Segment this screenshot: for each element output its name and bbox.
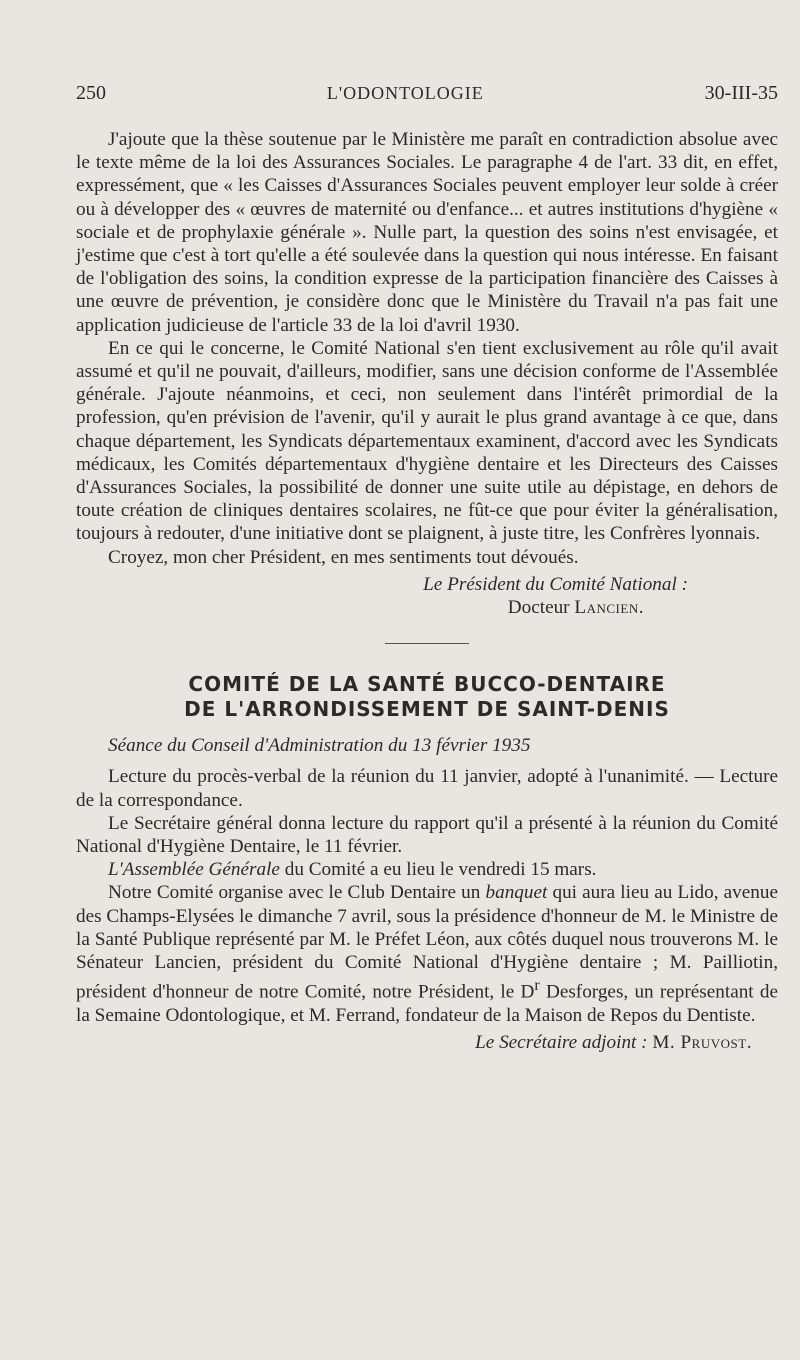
issue-date: 30-III-35 (704, 82, 778, 104)
letter-signature-role: Le Président du Comité National : (423, 573, 688, 595)
banquet-emphasis: banquet (485, 882, 548, 904)
section-heading-line-2: DE L'ARRONDISSEMENT DE SAINT-DENIS (184, 697, 670, 722)
section-paragraph-2: Le Secrétaire général donna lecture du rapport qu'il a présenté à la réunion du Comité National d'Hygiène Dentaire, le 11 février. (76, 812, 778, 858)
section-subheading: Séance du Conseil d'Administration du 13 février 1935 (108, 735, 531, 757)
section-paragraph-4-a: Notre Comité organise avec le Club Dentaire un (108, 882, 486, 904)
section-heading (76, 672, 778, 722)
running-header (76, 82, 778, 105)
section-signature (76, 1031, 778, 1054)
letter-signature-title: Docteur (507, 597, 570, 619)
section-signature-role: Le Secrétaire adjoint : (475, 1032, 648, 1054)
letter-paragraph-3: Croyez, mon cher Président, en mes sentiments tout dévoués. (108, 546, 579, 568)
letter-paragraph-1: J'ajoute que la thèse soutenue par le Ministère me paraît en contradiction absolue avec le texte même de la loi des Assurances Sociales. Le paragraphe 4 de l'art. 33 dit, en effet, expressément, que « les Caisses d'Assurances Sociales peuvent employer leur solde à créer ou à développer des « œuvres de maternité ou d'enfance... et autres institutions d'hygiène « sociale et de prophylaxie générale ». Nulle part, la question des soins n'est envisagée, et j'estime que c'est à tort qu'elle a été soulevée dans la question qui nous intéresse. En faisant de l'obligation des soins, la condition expresse de la participation financière des Caisses à une œuvre de prévention, je considère donc que le Ministère du Travail n'a pas fait une application judicieuse de l'article 33 de la loi d'avril 1930. (76, 129, 778, 336)
section-paragraph-1: Lecture du procès-verbal de la réunion du 11 janvier, adopté à l'unanimité. — Lecture de la correspondance. (76, 766, 778, 811)
section-paragraph-4 (76, 881, 778, 1027)
section-paragraph-3-rest: du Comité a eu lieu le vendredi 15 mars. (279, 859, 597, 881)
letter-signature (76, 596, 778, 619)
section-paragraph-4-c: Desforges, un représentant de la Semaine Odontologique, et M. Ferrand, fondateur de la Maison de Repos du Dentiste. (76, 981, 778, 1026)
section-divider (385, 643, 469, 644)
journal-title: L'ODONTOLOGIE (326, 83, 484, 103)
section-signature-name: M. Pruvost. (652, 1032, 752, 1054)
page-number: 250 (76, 82, 106, 104)
assembly-emphasis: L'Assemblée Générale (108, 859, 280, 881)
section-paragraph-4-b: qui aura lieu au Lido, avenue des Champs-Elysées le dimanche 7 avril, sous la présidence d'honneur de M. le Ministre de la Santé Publique représenté par M. le Préfet Léon, aux côtés duquel nous trouverons M. le Sénateur Lancien, président du Comité National d'Hygiène dentaire ; M. Pailliotin, président d'honneur de notre Comité, notre Président, le D (76, 882, 778, 1003)
letter-signature-name: Lancien. (574, 597, 644, 619)
section-paragraph-3 (76, 858, 778, 881)
doctor-superscript: r (534, 977, 540, 995)
page-body (76, 128, 778, 1054)
letter-paragraph-2: En ce qui le concerne, le Comité National s'en tient exclusivement au rôle qu'il avait assumé et qu'il ne pouvait, d'ailleurs, modifier, sans une décision conforme de l'Assemblée générale. J'ajoute néanmoins, et ceci, non seulement dans l'intérêt primordial de la profession, qu'en prévision de l'avenir, qu'il y aurait le plus grand avantage à ce que, dans chaque département, les Syndicats départementaux examinent, d'accord avec les Syndicats médicaux, les Comités départementaux d'hygiène dentaire et les Directeurs des Caisses d'Assurances Sociales, la possibilité de donner une suite utile au dépistage, en dehors de toute création de cliniques dentaires scolaires, ne fût-ce que pour éviter la généralisation, toujours à redouter, d'une initiative dont se plaignent, à juste titre, les Confrères lyonnais. (76, 337, 778, 545)
section-heading-line-1: COMITÉ DE LA SANTÉ BUCCO-DENTAIRE (188, 672, 666, 697)
